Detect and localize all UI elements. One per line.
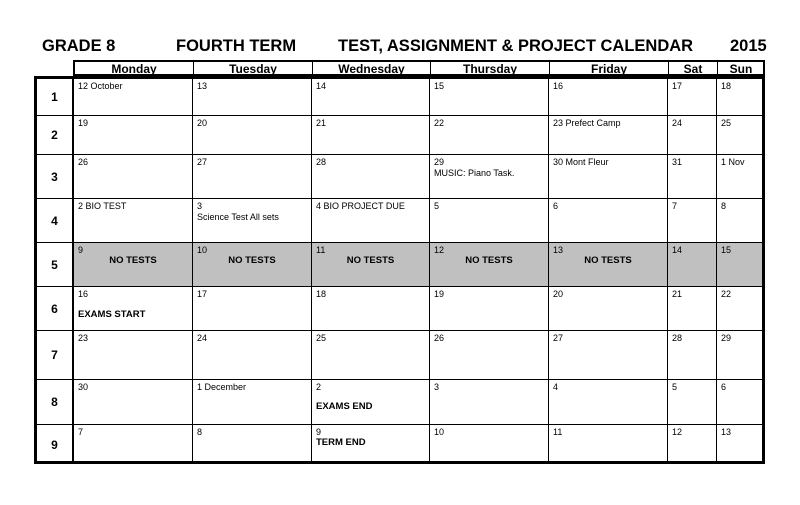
day-date: 29 xyxy=(434,157,445,167)
day-date: 7 xyxy=(78,427,84,437)
week-row xyxy=(74,199,762,243)
day-cell xyxy=(549,331,668,379)
day-header-thursday: Thursday xyxy=(431,62,550,74)
day-cell xyxy=(74,287,193,330)
day-date: 8 xyxy=(197,427,203,437)
day-date: 16 xyxy=(78,289,89,299)
day-date: 10 xyxy=(197,245,208,255)
exam-event-label: EXAMS END xyxy=(316,401,373,412)
no-tests-label: NO TESTS xyxy=(109,255,157,266)
day-cell xyxy=(430,79,549,115)
day-cell xyxy=(74,199,193,242)
day-cell xyxy=(430,155,549,198)
day-cell xyxy=(430,425,549,464)
day-cell xyxy=(312,79,430,115)
day-date: 1 Nov xyxy=(721,157,745,167)
day-cell xyxy=(717,380,763,424)
day-date: 29 xyxy=(721,333,732,343)
day-date: 2 BIO TEST xyxy=(78,201,127,211)
day-cell xyxy=(193,425,312,464)
day-date: 19 xyxy=(434,289,445,299)
day-date: 12 xyxy=(672,427,683,437)
day-cell xyxy=(74,155,193,198)
day-cell xyxy=(193,287,312,330)
day-date: 11 xyxy=(316,245,326,255)
week-number: 6 xyxy=(37,287,72,331)
day-cell xyxy=(193,199,312,242)
day-cell xyxy=(312,199,430,242)
day-cell xyxy=(549,199,668,242)
day-cell xyxy=(193,380,312,424)
day-cell xyxy=(668,331,717,379)
day-date: 8 xyxy=(721,201,727,211)
day-cell xyxy=(74,425,193,464)
year-title: 2015 xyxy=(730,37,767,55)
day-header-wednesday: Wednesday xyxy=(313,62,431,74)
day-date: 22 xyxy=(434,118,445,128)
day-date: 1 December xyxy=(197,382,247,392)
day-date: 15 xyxy=(434,81,445,91)
day-date: 24 xyxy=(197,333,208,343)
day-cell xyxy=(312,425,430,464)
no-tests-label: NO TESTS xyxy=(346,255,395,266)
week-row xyxy=(74,116,762,155)
day-date: 18 xyxy=(721,81,732,91)
day-date: 5 xyxy=(434,201,440,211)
exam-event-label: EXAMS START xyxy=(78,309,146,320)
day-date: 28 xyxy=(316,157,327,167)
day-date: 23 xyxy=(78,333,89,343)
day-date: 14 xyxy=(316,81,327,91)
event-note: Science Test All sets xyxy=(197,212,279,222)
day-date: 6 xyxy=(721,382,727,392)
day-date: 10 xyxy=(434,427,445,437)
day-date: 12 xyxy=(434,245,445,255)
day-cell xyxy=(549,155,668,198)
day-cell xyxy=(193,155,312,198)
day-cell xyxy=(74,79,193,115)
calendar-title: TEST, ASSIGNMENT & PROJECT CALENDAR xyxy=(338,37,694,55)
week-number: 3 xyxy=(37,155,72,199)
week-row xyxy=(74,79,762,116)
day-cell xyxy=(430,199,549,242)
day-date: 11 xyxy=(553,427,563,437)
day-cell xyxy=(668,287,717,330)
day-date: 17 xyxy=(672,81,683,91)
day-date: 21 xyxy=(316,118,327,128)
day-cell xyxy=(193,243,312,286)
day-date: 15 xyxy=(721,245,732,255)
day-cell xyxy=(430,243,549,286)
day-cell xyxy=(312,380,430,424)
day-header-tuesday: Tuesday xyxy=(194,62,313,74)
day-cell xyxy=(717,199,763,242)
day-date: 26 xyxy=(78,157,89,167)
day-date: 22 xyxy=(721,289,732,299)
day-cell xyxy=(717,116,763,154)
day-cell xyxy=(430,116,549,154)
day-cell xyxy=(668,116,717,154)
day-cell xyxy=(430,287,549,330)
day-cell xyxy=(668,199,717,242)
day-cell xyxy=(717,425,763,464)
day-cell xyxy=(193,116,312,154)
day-date: 4 BIO PROJECT DUE xyxy=(316,201,405,211)
day-date: 3 xyxy=(434,382,440,392)
day-date: 21 xyxy=(672,289,683,299)
day-cell xyxy=(312,331,430,379)
week-number: 4 xyxy=(37,199,72,243)
event-note: MUSIC: Piano Task. xyxy=(434,168,515,178)
exam-event-label: TERM END xyxy=(316,437,366,448)
no-tests-label: NO TESTS xyxy=(584,255,632,266)
day-date: 27 xyxy=(197,157,208,167)
day-date: 13 xyxy=(553,245,564,255)
week-number: 9 xyxy=(51,437,58,452)
day-date: 20 xyxy=(553,289,564,299)
day-cell xyxy=(430,331,549,379)
day-cell xyxy=(668,243,717,286)
day-date: 12 October xyxy=(78,81,123,91)
day-cell xyxy=(549,425,668,464)
week-number: 8 xyxy=(37,380,72,425)
day-cell xyxy=(193,79,312,115)
no-tests-label: NO TESTS xyxy=(465,255,513,266)
day-date: 30 Mont Fleur xyxy=(553,157,609,167)
calendar-grid xyxy=(73,76,765,464)
week-row xyxy=(74,155,762,199)
day-cell xyxy=(668,155,717,198)
day-cell xyxy=(312,243,430,286)
day-header-sunday: Sun xyxy=(729,62,753,76)
day-date: 16 xyxy=(553,81,564,91)
day-date: 25 xyxy=(316,333,327,343)
day-date: 18 xyxy=(316,289,327,299)
week-row xyxy=(74,331,762,380)
day-cell xyxy=(717,155,763,198)
no-tests-label: NO TESTS xyxy=(228,255,276,266)
day-cell xyxy=(668,380,717,424)
day-cell xyxy=(717,243,763,286)
day-date: 27 xyxy=(553,333,564,343)
day-date: 9 xyxy=(78,245,84,255)
day-date: 6 xyxy=(553,201,559,211)
week-row xyxy=(74,287,762,331)
day-cell xyxy=(549,243,668,286)
day-header-row xyxy=(73,60,765,76)
day-header-friday: Friday xyxy=(550,62,669,74)
term-title: FOURTH TERM xyxy=(176,37,297,55)
day-date: 14 xyxy=(672,245,683,255)
day-cell xyxy=(430,380,549,424)
day-cell xyxy=(717,79,763,115)
day-date: 26 xyxy=(434,333,445,343)
day-date: 7 xyxy=(672,201,678,211)
week-number: 2 xyxy=(37,116,72,155)
day-cell xyxy=(74,331,193,379)
day-date: 3 xyxy=(197,201,203,211)
day-cell xyxy=(717,331,763,379)
day-date: 9 xyxy=(316,427,322,437)
day-cell xyxy=(668,425,717,464)
day-cell xyxy=(549,79,668,115)
day-cell xyxy=(312,116,430,154)
day-date: 5 xyxy=(672,382,678,392)
day-date: 31 xyxy=(672,157,683,167)
day-cell xyxy=(312,155,430,198)
day-cell xyxy=(193,331,312,379)
day-cell xyxy=(74,243,193,286)
week-row xyxy=(74,380,762,425)
day-cell xyxy=(549,380,668,424)
day-date: 2 xyxy=(316,382,322,392)
day-date: 19 xyxy=(78,118,89,128)
day-cell xyxy=(74,380,193,424)
day-header-saturday: Sat xyxy=(669,62,718,74)
day-date: 4 xyxy=(553,382,559,392)
day-date: 24 xyxy=(672,118,683,128)
day-cell xyxy=(549,116,668,154)
day-date: 25 xyxy=(721,118,732,128)
grade-title: GRADE 8 xyxy=(42,37,116,55)
day-cell xyxy=(74,116,193,154)
day-cell xyxy=(668,79,717,115)
day-cell xyxy=(717,287,763,330)
week-number: 5 xyxy=(37,243,72,287)
day-date: 13 xyxy=(197,81,208,91)
day-date: 20 xyxy=(197,118,208,128)
day-date: 17 xyxy=(197,289,208,299)
day-cell xyxy=(549,287,668,330)
day-cell xyxy=(312,287,430,330)
day-date: 30 xyxy=(78,382,89,392)
day-date: 28 xyxy=(672,333,683,343)
week-row xyxy=(74,425,762,464)
week-number: 1 xyxy=(37,79,72,116)
day-date: 13 xyxy=(721,427,732,437)
day-header-monday: Monday xyxy=(75,62,194,74)
week-number-column xyxy=(34,76,74,464)
day-date: 23 Prefect Camp xyxy=(553,118,621,128)
week-row xyxy=(74,243,762,287)
week-number: 7 xyxy=(37,331,72,380)
